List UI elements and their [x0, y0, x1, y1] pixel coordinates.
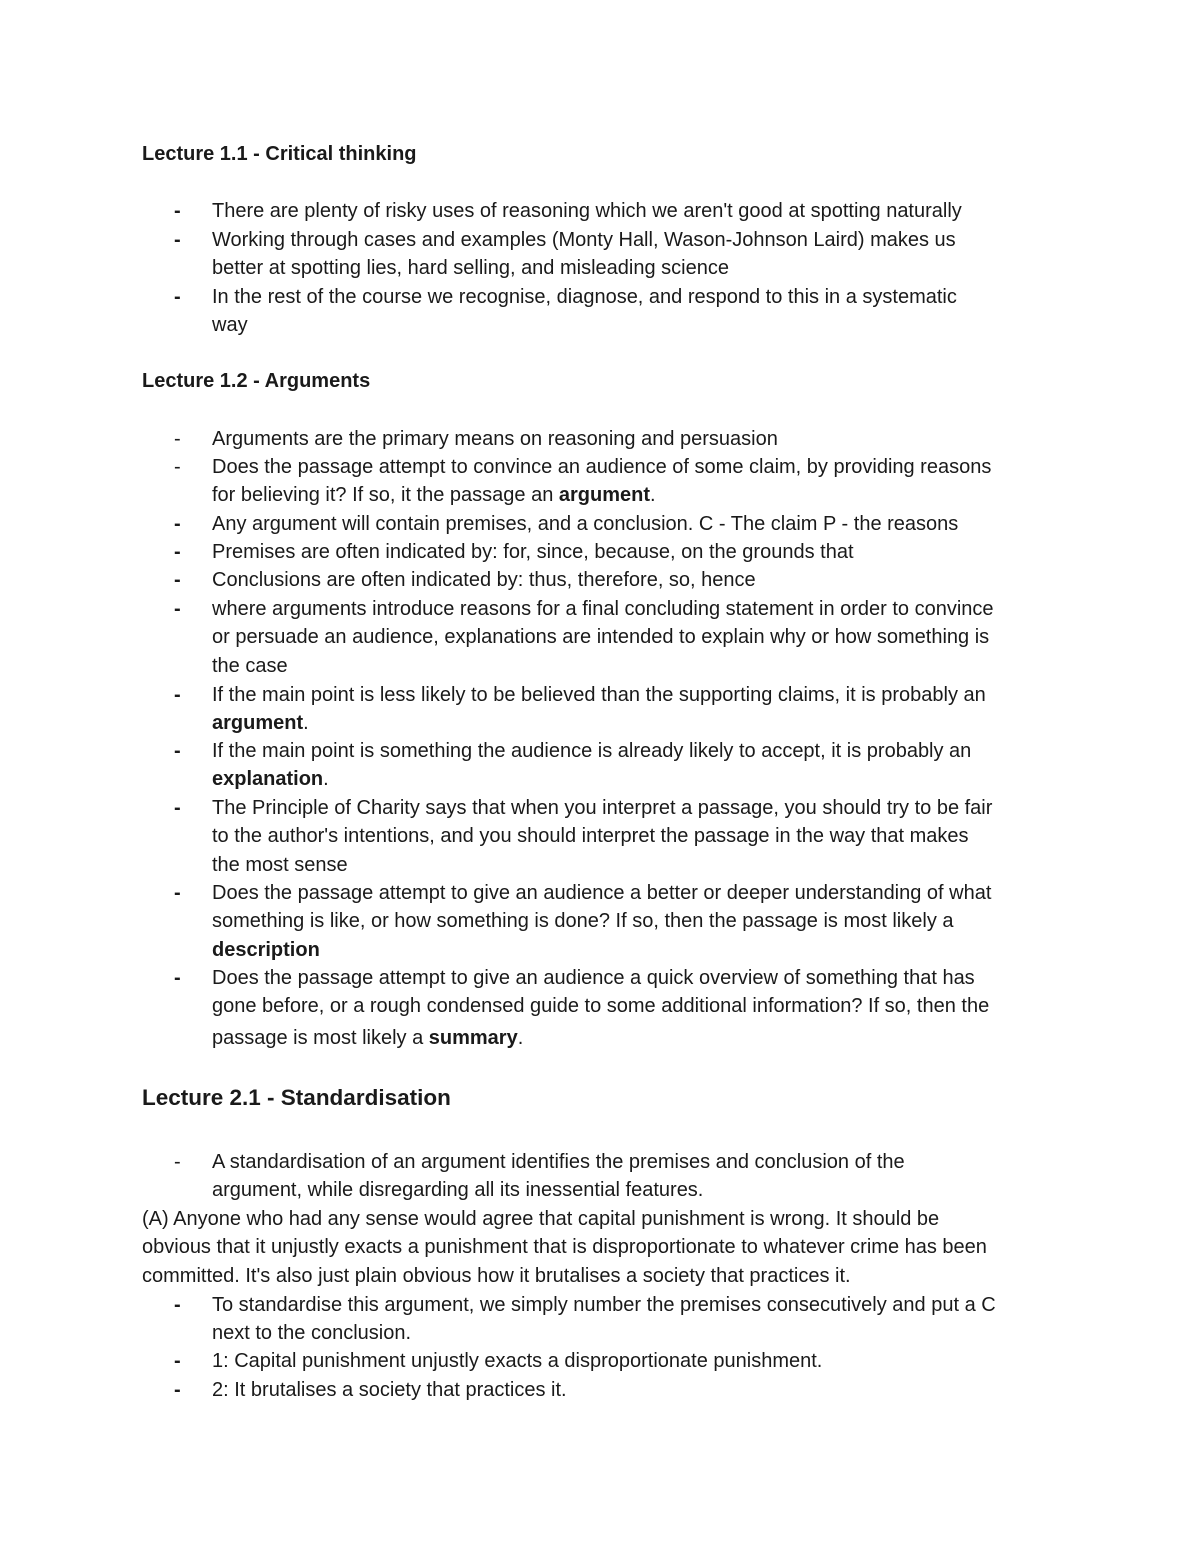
list-item-text: next to the conclusion. [212, 1321, 412, 1344]
list-item-text: To standardise this argument, we simply number the premises consecutively and put a C [212, 1293, 996, 1316]
list-item-text: better at spotting lies, hard selling, and misleading science [212, 256, 729, 279]
list-item-text: Does the passage attempt to give an audience a quick overview of something that has [212, 967, 975, 989]
bullet-dash: - [174, 797, 181, 819]
list-item-text: In the rest of the course we recognise, diagnose, and respond to this in a systematic [212, 285, 957, 308]
list-item-text: passage is most likely a [212, 1026, 429, 1049]
bullet-dash: - [174, 228, 181, 251]
paragraph-line: committed. It's also just plain obvious how it brutalises a society that practices it. [142, 1264, 851, 1287]
section-heading: Lecture 1.1 - Critical thinking [142, 143, 417, 165]
bullet-dash: - [174, 200, 181, 222]
bullet-dash: - [174, 683, 181, 706]
bullet-dash: - [174, 456, 181, 478]
bold-term: summary [428, 1026, 518, 1049]
list-item-text: A standardisation of an argument identifies the premises and conclusion of the [212, 1151, 905, 1173]
paragraph-line: (A) Anyone who had any sense would agree that capital punishment is wrong. It should be [142, 1208, 940, 1230]
bullet-dash: - [174, 1378, 181, 1401]
list-item-text: the case [212, 654, 288, 677]
bold-term: explanation [212, 768, 324, 791]
list-item-text: The Principle of Charity says that when you interpret a passage, you should try to be fair [212, 797, 993, 819]
bullet-dash: - [174, 541, 181, 563]
section-heading: Lecture 1.2 - Arguments [142, 370, 371, 392]
bullet-dash: - [174, 882, 181, 904]
list-item-text: argument, while disregarding all its inessential features. [212, 1179, 704, 1202]
bullet-dash: - [174, 512, 181, 535]
bullet-dash: - [174, 285, 181, 308]
section-heading: Lecture 2.1 - Standardisation [142, 1085, 451, 1110]
list-item-text: If the main point is less likely to be believed than the supporting claims, it is probably an [212, 683, 986, 706]
list-item-text: Working through cases and examples (Monty Hall, Wason-Johnson Laird) makes us [212, 228, 956, 251]
list-item-text: to the author's intentions, and you should interpret the passage in the way that makes [212, 825, 969, 848]
punctuation: . [517, 1026, 524, 1049]
punctuation: . [650, 484, 656, 507]
bullet-dash: - [174, 967, 181, 989]
bullet-dash: - [174, 1151, 181, 1173]
bullet-dash: - [174, 740, 181, 762]
example-paragraph [142, 1205, 987, 1290]
list-item-text: 1: Capital punishment unjustly exacts a disproportionate punishment. [212, 1350, 823, 1372]
list-item-text: Arguments are the primary means on reasoning and persuasion [212, 427, 778, 450]
list-item-text: There are plenty of risky uses of reasoning which we aren't good at spotting naturally [212, 200, 962, 222]
list-item-text: Does the passage attempt to give an audience a better or deeper understanding of what [212, 882, 992, 904]
list-item-text: or persuade an audience, explanations are intended to explain why or how something is [212, 626, 990, 649]
list-item-text: Premises are often indicated by: for, since, because, on the grounds that [212, 541, 854, 563]
list-item-text: gone before, or a rough condensed guide to some additional information? If so, then the [212, 995, 990, 1018]
list-item-text: 2: It brutalises a society that practices it. [212, 1378, 567, 1401]
bullet-dash: - [174, 569, 181, 591]
list-item-text: where arguments introduce reasons for a final concluding statement in order to convince [212, 598, 994, 620]
list-item-text: Conclusions are often indicated by: thus, therefore, so, hence [212, 569, 756, 591]
bullet-dash: - [174, 598, 181, 620]
list-item-text: Does the passage attempt to convince an audience of some claim, by providing reasons [212, 456, 992, 478]
list-item-text: If the main point is something the audience is already likely to accept, it is probably an [212, 740, 972, 762]
list-item-text: Any argument will contain premises, and a conclusion. C - The claim P - the reasons [212, 512, 959, 535]
bullet-dash: - [174, 1350, 181, 1372]
list-item-text: something is like, or how something is done? If so, then the passage is most likely a [212, 910, 954, 933]
bold-term: description [212, 938, 320, 961]
list-item-text: way [212, 313, 248, 336]
bullet-dash: - [174, 427, 181, 450]
paragraph-line: obvious that it unjustly exacts a punishment that is disproportionate to whatever crime has been [142, 1236, 987, 1259]
list-item-text: for believing it? If so, it the passage an [212, 484, 559, 507]
list-item-text: the most sense [212, 853, 348, 876]
bullet-dash: - [174, 1293, 181, 1316]
punctuation: . [323, 768, 329, 791]
bold-term: argument [212, 711, 304, 734]
punctuation: . [303, 711, 309, 734]
bold-term: argument [558, 484, 650, 507]
